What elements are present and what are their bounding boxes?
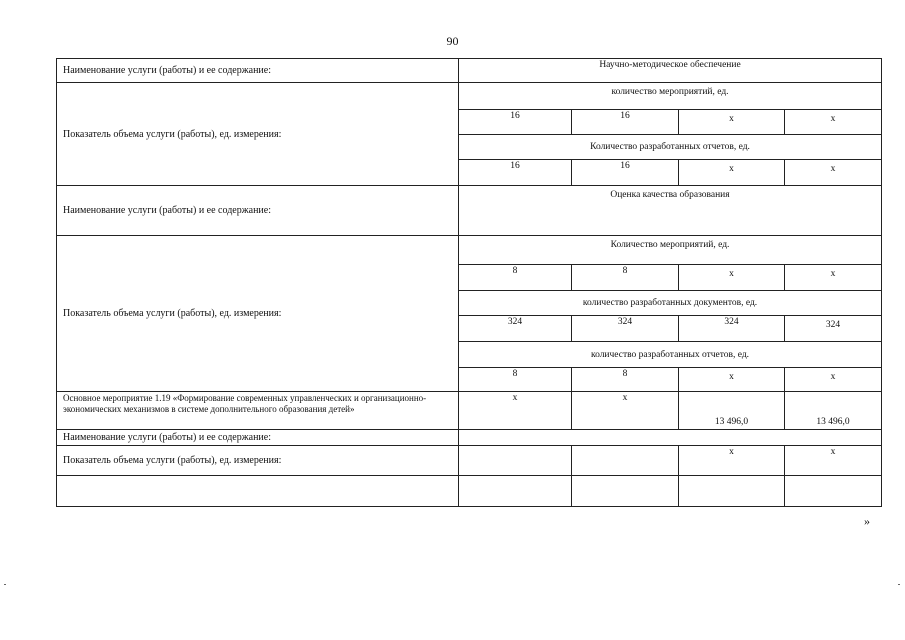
table-row (57, 392, 882, 430)
table-row (57, 476, 882, 507)
service-name-label: Наименование услуги (работы) и ее содержание: (57, 430, 459, 446)
value-cell: x (679, 368, 785, 392)
measure-unit: количество разработанных отчетов, ед. (459, 342, 882, 368)
value-cell: 13 496,0 (679, 392, 785, 430)
value-cell: 324 (459, 316, 572, 342)
closing-quote: » (864, 514, 870, 528)
value-cell: x (459, 392, 572, 430)
empty-cell (572, 476, 679, 507)
service-name-value: Оценка качества образования (459, 186, 882, 236)
value-cell: 13 496,0 (785, 392, 882, 430)
service-name-label: Наименование услуги (работы) и ее содержание: (57, 186, 459, 236)
service-name-label: Наименование услуги (работы) и ее содержание: (57, 59, 459, 83)
measure-unit: Количество мероприятий, ед. (459, 236, 882, 265)
page-number: 90 (446, 34, 459, 48)
service-name-value (459, 430, 882, 446)
empty-cell (679, 476, 785, 507)
program-table (56, 58, 882, 507)
table-row (57, 236, 882, 265)
measure-unit: количество разработанных документов, ед. (459, 291, 882, 316)
value-cell: x (679, 110, 785, 135)
value-cell (572, 446, 679, 476)
value-cell: 8 (572, 368, 679, 392)
main-activity-label: Основное мероприятие 1.19 «Формирование современных управленческих и организационно-экономических механизмов в системе дополнительного образования детей» (57, 392, 459, 430)
table-row (57, 446, 882, 476)
scan-mark (4, 584, 6, 585)
service-name-value: Научно-методическое обеспечение (459, 59, 882, 83)
value-cell: 324 (785, 316, 882, 342)
value-cell: x (785, 110, 882, 135)
empty-cell (57, 476, 459, 507)
value-cell: 16 (572, 160, 679, 186)
volume-indicator-label: Показатель объема услуги (работы), ед. измерения: (57, 446, 459, 476)
value-cell: x (785, 368, 882, 392)
value-cell: 16 (459, 160, 572, 186)
measure-unit: Количество разработанных отчетов, ед. (459, 135, 882, 160)
empty-cell (785, 476, 882, 507)
value-cell (459, 446, 572, 476)
value-cell: x (785, 160, 882, 186)
scan-mark (898, 584, 900, 585)
table-row (57, 59, 882, 83)
value-cell: x (679, 160, 785, 186)
value-cell: x (785, 265, 882, 291)
table-row (57, 430, 882, 446)
value-cell: x (679, 265, 785, 291)
volume-indicator-label: Показатель объема услуги (работы), ед. измерения: (57, 236, 459, 392)
value-cell: 8 (459, 265, 572, 291)
value-cell: 8 (459, 368, 572, 392)
table-row (57, 186, 882, 236)
value-cell: 16 (459, 110, 572, 135)
value-cell: x (785, 446, 882, 476)
value-cell: 16 (572, 110, 679, 135)
value-cell: 324 (679, 316, 785, 342)
value-cell: 324 (572, 316, 679, 342)
value-cell: x (572, 392, 679, 430)
value-cell: 8 (572, 265, 679, 291)
measure-unit: количество мероприятий, ед. (459, 83, 882, 110)
empty-cell (459, 476, 572, 507)
volume-indicator-label: Показатель объема услуги (работы), ед. измерения: (57, 83, 459, 186)
table-row (57, 83, 882, 110)
value-cell: x (679, 446, 785, 476)
